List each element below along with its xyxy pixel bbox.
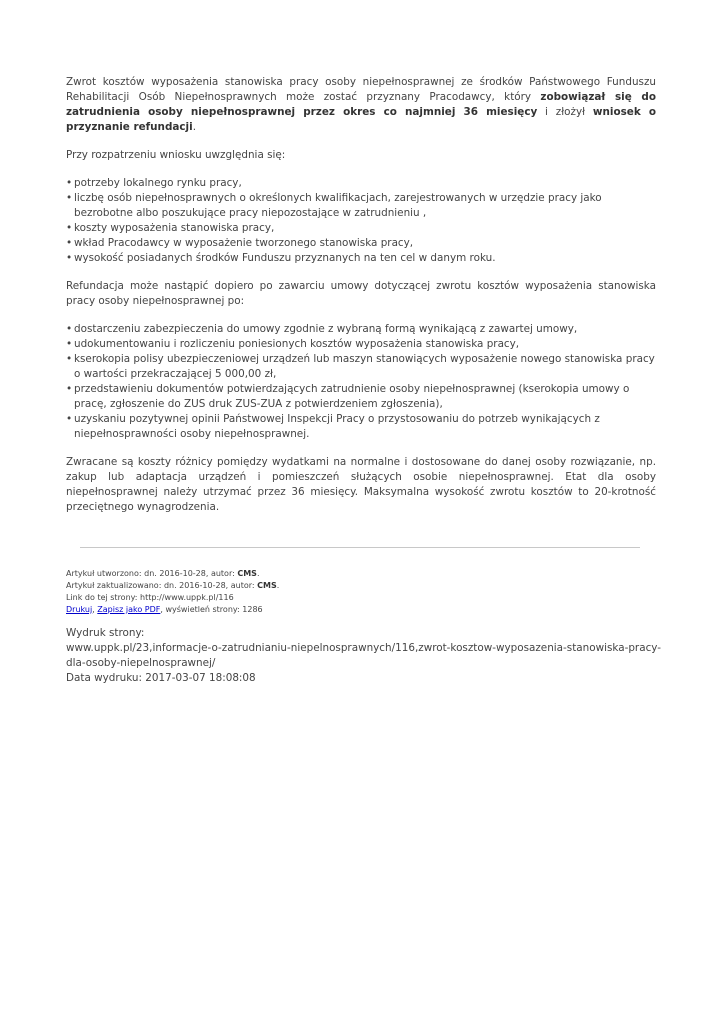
list-item: • liczbę osób niepełnosprawnych o określonych kwalifikacjach, zarejestrowanych w urzędzie pracy jako bezrobotne albo poszukujące pracy niepozostające w zatrudnieniu ,	[66, 191, 656, 221]
intro-text-1: Zwrot kosztów wyposażenia stanowiska pracy osoby niepełnosprawnej ze środków Państwowego Funduszu Rehabilitacji Osób Niepełnosprawnych może zostać przyznany Pracodawcy, który	[66, 76, 656, 103]
intro-paragraph	[66, 75, 656, 135]
updated-label: Artykuł zaktualizowano: dn. 2016-10-28, autor:	[66, 581, 258, 590]
list-item: • uzyskaniu pozytywnej opinii Państwowej Inspekcji Pracy o przystosowaniu do potrzeb wynikających z niepełnosprawności osoby niepełnosprawnej.	[66, 412, 656, 442]
list-item: • kserokopia polisy ubezpieczeniowej urządzeń lub maszyn stanowiących wyposażenie nowego stanowiska pracy o wartości przekraczającej 5 000,00 zł,	[66, 352, 656, 382]
print-link[interactable]: Drukuj	[66, 605, 93, 614]
list-item: • wysokość posiadanych środków Funduszu przyznanych na ten cel w danym roku.	[66, 251, 656, 266]
page-link-line: Link do tej strony: http://www.uppk.pl/116	[66, 593, 234, 602]
updated-line: Artykuł zaktualizowano: dn. 2016-10-28, autor: CMS.	[66, 581, 280, 590]
list-item: • potrzeby lokalnego rynku pracy,	[66, 176, 656, 191]
list-item: • koszty wyposażenia stanowiska pracy,	[66, 221, 656, 236]
intro-text-3: .	[192, 121, 196, 133]
print-info	[66, 626, 666, 686]
list-item: • przedstawieniu dokumentów potwierdzających zatrudnienie osoby niepełnosprawnej (kserokopia umowy o pracę, zgłoszenie do ZUS druk ZUS-ZUA z potwierdzeniem zgłoszenia),	[66, 382, 656, 412]
created-author: CMS	[237, 569, 257, 578]
intro-bold-obligation: zobowiązał się do zatrudnienia osoby niepełnosprawnej przez okres co najmniej 36 miesięcy	[66, 91, 656, 118]
list-item: • udokumentowaniu i rozliczeniu poniesionych kosztów wyposażenia stanowiska pracy,	[66, 337, 656, 352]
print-label: Wydruk strony:	[66, 627, 145, 639]
footer-divider	[80, 547, 640, 548]
refund-heading: Refundacja może nastąpić dopiero po zawarciu umowy dotyczącej zwrotu kosztów wyposażenia stanowiska pracy osoby niepełnosprawnej po:	[66, 280, 656, 307]
refund-conditions-list	[66, 322, 656, 442]
list-item: • dostarczeniu zabezpieczenia do umowy zgodnie z wybraną formą wynikającą z zawartej umowy,	[66, 322, 656, 337]
created-line: Artykuł utworzono: dn. 2016-10-28, autor: CMS.	[66, 569, 260, 578]
article-meta	[66, 568, 656, 616]
created-label: Artykuł utworzono: dn. 2016-10-28, autor:	[66, 569, 238, 578]
print-date: Data wydruku: 2017-03-07 18:08:08	[66, 672, 256, 684]
print-url: www.uppk.pl/23,informacje-o-zatrudnianiu-niepelnosprawnych/116,zwrot-kosztow-wyposazenia-stanowiska-pracy-dla-osoby-niepelnosprawnej/	[66, 642, 661, 669]
save-pdf-link[interactable]: Zapisz jako PDF	[97, 605, 161, 614]
actions-line: Drukuj, Zapisz jako PDF, wyświetleń strony: 1286	[66, 605, 263, 614]
considerations-heading: Przy rozpatrzeniu wniosku uwzględnia się:	[66, 149, 286, 161]
updated-author: CMS	[257, 581, 277, 590]
list-item: • wkład Pracodawcy w wyposażenie tworzonego stanowiska pracy,	[66, 236, 656, 251]
views-count: , wyświetleń strony: 1286	[160, 605, 263, 614]
intro-text-2: i złożył	[537, 106, 593, 118]
intro-bold-application: wniosek o przyznanie refundacji	[66, 106, 656, 133]
closing-paragraph: Zwracane są koszty różnicy pomiędzy wydatkami na normalne i dostosowane do danej osoby rozwiązanie, np. zakup lub adaptacja urządzeń i pomieszczeń służących osobie niepełnosprawnej. Etat dla osoby niepełnosprawnej należy utrzymać przez 36 miesięcy. Maksymalna wysokość zwrotu kosztów to 20-krotność przeciętnego wynagrodzenia.	[66, 456, 656, 513]
article-body	[66, 75, 656, 528]
considerations-list	[66, 176, 656, 266]
